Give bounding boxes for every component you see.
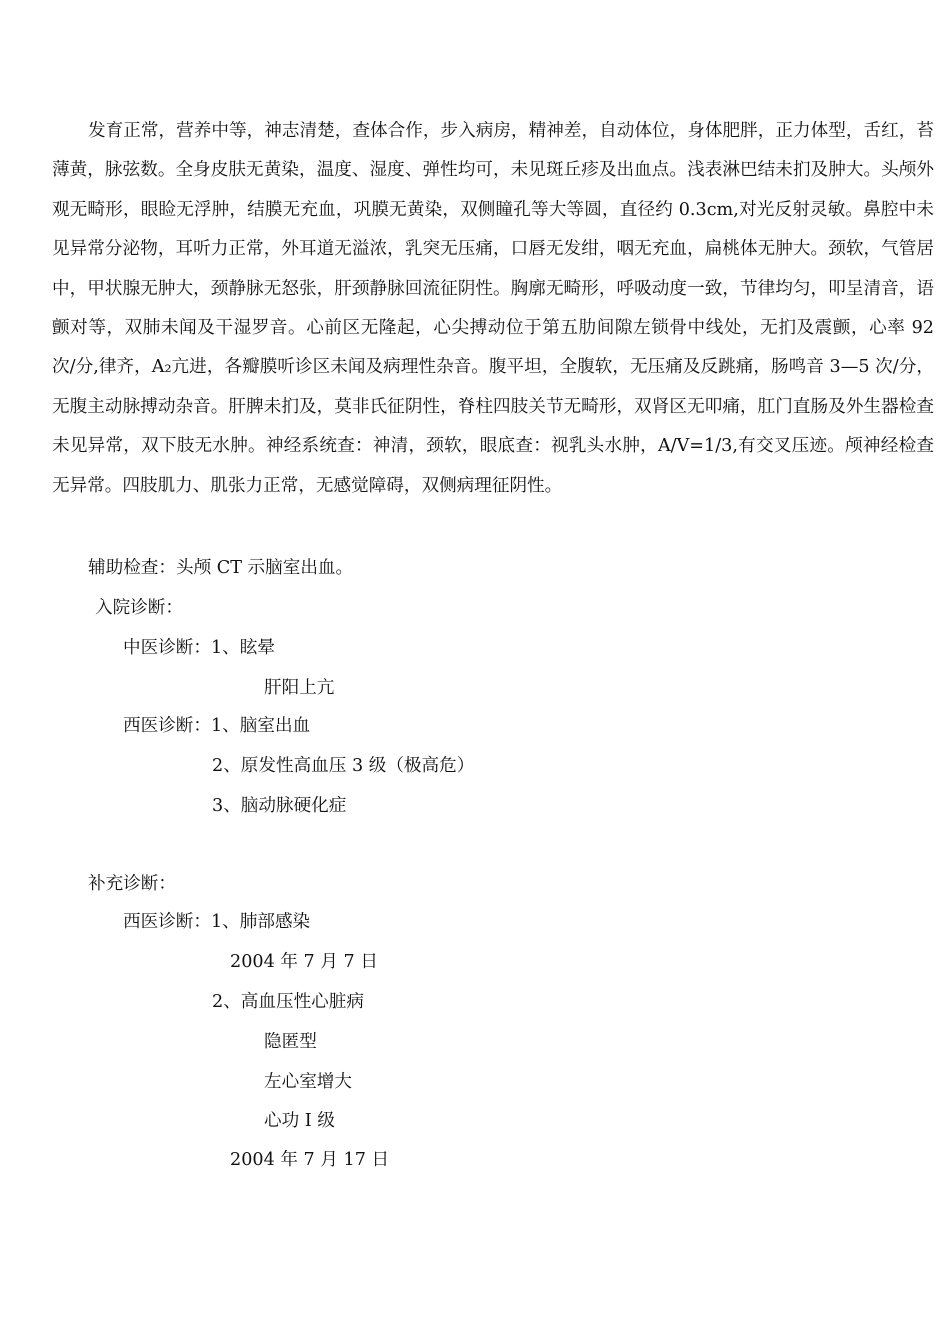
wm-diagnosis-item-2: 2、原发性高血压 3 级（极高危） bbox=[212, 756, 475, 776]
supplement-wm-label: 西医诊断： bbox=[123, 912, 211, 932]
supplement-item-2-date: 2004 年 7 月 17 日 bbox=[230, 1150, 390, 1170]
supplement-item-2: 2、高血压性心脏病 bbox=[212, 992, 364, 1012]
supplement-wm-diagnosis bbox=[123, 910, 310, 934]
wm-diagnosis-item-3: 3、脑动脉硬化症 bbox=[212, 796, 347, 816]
supplement-item-2-sub-3: 心功 I 级 bbox=[264, 1111, 335, 1131]
wm-diagnosis-item-1: 1、脑室出血 bbox=[210, 716, 311, 736]
tcm-diagnosis-label: 中医诊断： bbox=[123, 638, 211, 658]
supplement-item-1-date: 2004 年 7 月 7 日 bbox=[230, 952, 378, 972]
tcm-diagnosis-item: 1、眩晕 bbox=[210, 638, 275, 658]
auxiliary-exam-line: 辅助检查：头颅 CT 示脑室出血。 bbox=[88, 558, 354, 578]
wm-diagnosis-label: 西医诊断： bbox=[123, 716, 211, 736]
physical-exam-paragraph: 发育正常，营养中等，神志清楚，查体合作，步入病房，精神差，自动体位，身体肥胖，正力体型，舌红，苔薄黄，脉弦数。全身皮肤无黄染，温度、湿度、弹性均可，未见斑丘疹及出血点。浅表淋巴结未扪及肿大。头颅外观无畸形，眼睑无浮肿，结膜无充血，巩膜无黄染，双侧瞳孔等大等圆，直径约 0.3cm,对光反射灵敏。鼻腔中未见异常分泌物，耳听力正常，外耳道无溢浓，乳突无压痛，口唇无发绀，咽无充血，扁桃体无肿大。颈软，气管居中，甲状腺无肿大，颈静脉无怒张，肝颈静脉回流征阴性。胸廓无畸形，呼吸动度一致，节律均匀，叩呈清音，语颤对等，双肺未闻及干湿罗音。心前区无隆起，心尖搏动位于第五肋间隙左锁骨中线处，无扪及震颤，心率 92 次/分,律齐，A₂亢进，各瓣膜听诊区未闻及病理性杂音。腹平坦，全腹软，无压痛及反跳痛，肠鸣音 3—5 次/分，无腹主动脉搏动杂音。肝脾未扪及，莫非氏征阴性，脊柱四肢关节无畸形，双肾区无叩痛，肛门直肠及外生器检查未见异常，双下肢无水肿。神经系统查：神清，颈软，眼底查：视乳头水肿，A/V=1/3,有交叉压迹。颅神经检查无异常。四肢肌力、肌张力正常，无感觉障碍，双侧病理征阴性。 bbox=[52, 121, 934, 496]
admission-diagnosis-heading: 入院诊断： bbox=[95, 598, 183, 618]
supplement-item-2-sub-2: 左心室增大 bbox=[264, 1072, 352, 1092]
tcm-diagnosis-subtype: 肝阳上亢 bbox=[264, 678, 335, 698]
supplement-item-1: 1、肺部感染 bbox=[210, 912, 311, 932]
admission-tcm-diagnosis bbox=[123, 636, 275, 660]
admission-wm-diagnosis bbox=[123, 714, 310, 738]
supplement-item-2-sub-1: 隐匿型 bbox=[264, 1032, 317, 1052]
supplement-diagnosis-heading: 补充诊断： bbox=[88, 874, 176, 894]
